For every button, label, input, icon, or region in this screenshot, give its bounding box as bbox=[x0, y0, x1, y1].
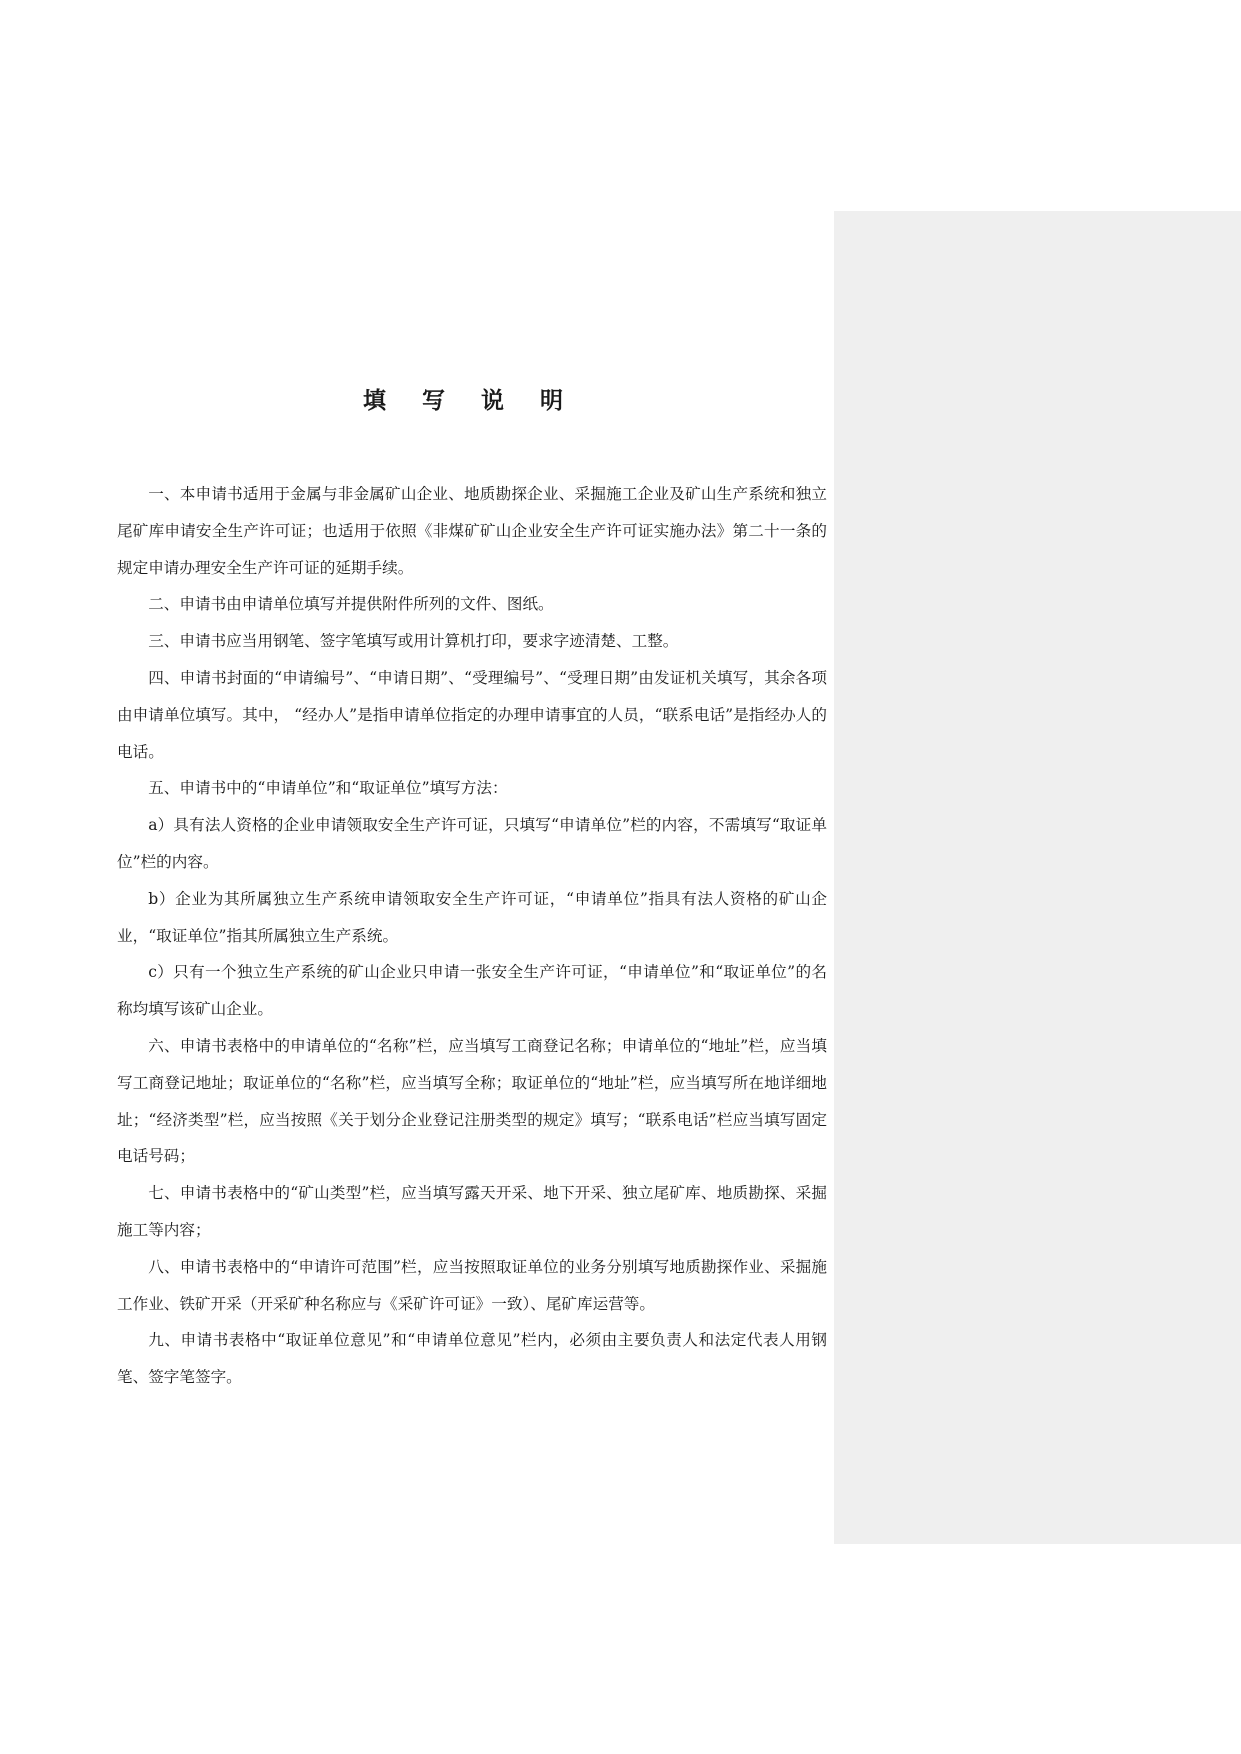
paragraph-3: 三、申请书应当用钢笔、签字笔填写或用计算机打印，要求字迹清楚、工整。 bbox=[148, 632, 679, 651]
paragraph-2: 二、申请书由申请单位填写并提供附件所列的文件、图纸。 bbox=[148, 595, 554, 614]
paragraph-6: 六、申请书表格中的申请单位的“名称”栏，应当填写工商登记名称；申请单位的“地址”栏，应当填写工商登记地址；取证单位的“名称”栏，应当填写全称；取证单位的“地址”栏，应当填写所在地详细地址；“经济类型”栏，应当按照《关于划分企业登记注册类型的规定》填写；“联系电话”栏应当填写固定电话号码； bbox=[117, 1036, 827, 1166]
page-title: 填 写 说 明 bbox=[362, 387, 578, 414]
paragraph-1: 一、本申请书适用于金属与非金属矿山企业、地质勘探企业、采掘施工企业及矿山生产系统和独立尾矿库申请安全生产许可证；也适用于依照《非煤矿矿山企业安全生产许可证实施办法》第二十一条的规定申请办理安全生产许可证的延期手续。 bbox=[117, 485, 827, 577]
paragraph-9: 九、申请书表格中“取证单位意见”和“申请单位意见”栏内，必须由主要负责人和法定代表人用钢笔、签字笔签字。 bbox=[117, 1331, 827, 1387]
paragraph-4: 四、申请书封面的“申请编号”、“申请日期”、“受理编号”、“受理日期”由发证机关填写，其余各项由申请单位填写。其中， “经办人”是指申请单位指定的办理申请事宜的人员，“联系电话”是指经办人的电话。 bbox=[117, 668, 827, 761]
instructions-body bbox=[117, 476, 827, 1396]
paragraph-7: 七、申请书表格中的“矿山类型”栏，应当填写露天开采、地下开采、独立尾矿库、地质勘探、采掘施工等内容； bbox=[117, 1184, 827, 1239]
paragraph-5c: c）只有一个独立生产系统的矿山企业只申请一张安全生产许可证，“申请单位”和“取证单位”的名称均填写该矿山企业。 bbox=[117, 963, 827, 1019]
paragraph-5a: a）具有法人资格的企业申请领取安全生产许可证，只填写“申请单位”栏的内容，不需填写“取证单位”栏的内容。 bbox=[117, 816, 827, 871]
paragraph-5: 五、申请书中的“申请单位”和“取证单位”填写方法： bbox=[148, 779, 508, 798]
paragraph-8: 八、申请书表格中的“申请许可范围”栏，应当按照取证单位的业务分别填写地质勘探作业、采掘施工作业、铁矿开采（开采矿种名称应与《采矿许可证》一致）、尾矿库运营等。 bbox=[117, 1257, 827, 1313]
paragraph-5b: b）企业为其所属独立生产系统申请领取安全生产许可证，“申请单位”指具有法人资格的矿山企业，“取证单位”指其所属独立生产系统。 bbox=[117, 889, 827, 945]
